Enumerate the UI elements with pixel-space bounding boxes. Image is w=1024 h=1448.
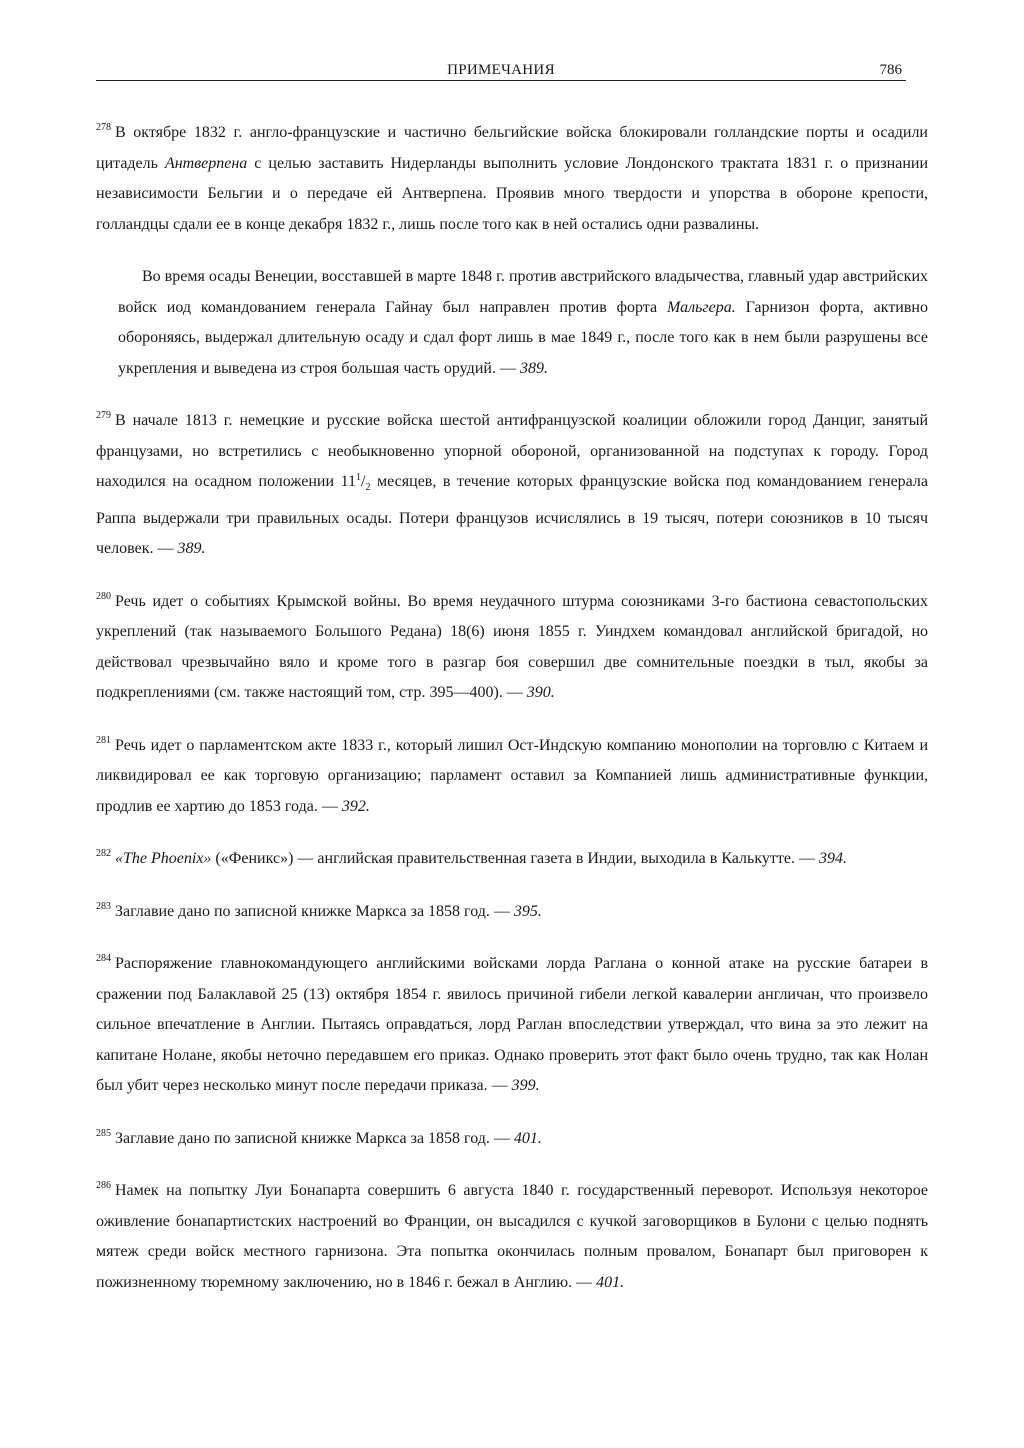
note-282 <box>96 844 928 875</box>
page-reference: 401. <box>596 1273 625 1291</box>
running-header <box>96 62 906 81</box>
note-283 <box>96 897 928 928</box>
note-text: Распоряжение главнокомандующего английскими войсками лорда Раглана о конной атаке на русские батареи в сражении под Балаклавой 25 (13) октября 1854 г. явилось причиной гибели легкой кавалерии англичан, что произвело сильное впечатление в Англии. Пытаясь оправдаться, лорд Раглан впоследствии утверждал, что вина за это лежит на капитане Нолане, якобы неточно передавшем его приказ. Однако проверить этот факт было очень трудно, так как Нолан был убит через несколько минут после передачи приказа. — <box>96 955 928 1095</box>
note-text: Заглавие дано по записной книжке Маркса за 1858 год. — <box>115 1129 514 1147</box>
note-286 <box>96 1176 928 1298</box>
page-reference: 401. <box>513 1129 542 1147</box>
note-text: Заглавие дано по записной книжке Маркса за 1858 год. — <box>115 902 514 920</box>
note-text: Гарнизон форта, активно обороняясь, выдержал длительную осаду и сдал форт лишь в мае 1849 г., после того как в нем были разрушены все укрепления и выведена из строя большая часть орудий. — <box>118 298 928 377</box>
note-text: месяцев, в течение которых французские войска под командованием генерала Раппа выдержали три правильных осады. Потери французов исчислялись в 19 тысяч, потери союзников в 10 тысяч человек. — <box>96 473 929 558</box>
note-number: 279 <box>96 410 111 421</box>
note-italic-term: «The Phoenix» <box>115 850 212 868</box>
note-text: Речь идет о событиях Крымской войны. Во время неудачного штурма союзниками 3-го бастиона севастопольских укреплений (так называемого Большого Редана) 18(6) июня 1855 г. Уиндхем командовал английской бригадой, но действовал чрезвычайно вяло и кроме того в разгар боя совершил две сомнительные поездки в тыл, якобы за подкреплениями (см. также настоящий том, стр. 395—400). — <box>96 592 928 702</box>
note-text: Во время осады Венеции, восставшей в марте 1848 г. против австрийского владычества, главный удар австрийских войск иод командованием генерала Гайнау был направлен против форта <box>118 268 928 316</box>
note-281 <box>96 731 928 823</box>
note-text: В начале 1813 г. немецкие и русские войска шестой антифранцузской коалиции обложили город Данциг, занятый французами, но встретились с необыкновенно упорной обороной, организованной на подступах к городу. Город находился на осадном положении 11 <box>96 412 928 490</box>
note-text: с целью заставить Нидерланды выполнить условие Лондонского трактата 1831 г. о признании независимости Бельгии и о передаче ей Антверпена. Проявив много твердости и упорства в обороне крепости, голландцы сдали ее в конце декабря 1832 г., лишь после того как в ней остались одни развалины. <box>96 154 929 233</box>
note-number: 284 <box>96 953 111 965</box>
note-number: 285 <box>96 1127 111 1139</box>
note-text: Речь идет о парламентском акте 1833 г., который лишил Ост-Индскую компанию монополии на торговлю с Китаем и ликвидировал ее как торговую организацию; парламент оставил за Компанией лишь административные функции, продлив ее хартию до 1853 года. — <box>96 736 928 815</box>
note-number: 286 <box>96 1180 111 1192</box>
note-text: («Феникс») — английская правительственная газета в Индии, выходила в Калькутте. — <box>211 850 819 868</box>
note-278-continuation <box>96 262 928 384</box>
page-reference: 395. <box>513 902 542 920</box>
page-number: 786 <box>879 62 902 78</box>
page-reference: 390. <box>526 684 555 702</box>
note-number: 278 <box>96 122 111 133</box>
note-278 <box>96 118 928 240</box>
note-text: В октябре 1832 г. англо-французские и частично бельгийские войска блокировали голландские порты и осадили цитадель <box>96 124 928 172</box>
page-reference: 394. <box>818 850 847 868</box>
page-reference: 392. <box>341 797 370 815</box>
note-number: 283 <box>96 900 111 912</box>
note-number: 282 <box>96 848 111 860</box>
note-number: 280 <box>96 590 111 602</box>
note-284 <box>96 949 928 1102</box>
note-285 <box>96 1124 928 1155</box>
note-text: Намек на попытку Луи Бонапарта совершить 6 августа 1840 г. государственный переворот. Используя некоторое оживление бонапартистских настроений во Франции, он высадился с кучкой заговорщиков в Булони с целью поднять мятеж среди войск местного гарнизона. Эта попытка окончилась полным провалом, Бонапарт был приговорен к пожизненному тюремному заключению, но в 1846 г. бежал в Англию. — <box>96 1182 928 1291</box>
header-title: ПРИМЕЧАНИЯ <box>447 62 555 78</box>
notes-list <box>96 118 928 1320</box>
note-number: 281 <box>96 734 111 746</box>
note-italic-term: Мальгера. <box>667 298 736 316</box>
fraction-numerator: 1 <box>356 472 362 483</box>
note-italic-term: Антверпена <box>164 154 248 172</box>
note-280 <box>96 587 928 709</box>
fraction-denominator: 2 <box>365 482 371 494</box>
page-reference: 389. <box>519 359 548 377</box>
page-reference: 399. <box>511 1077 540 1095</box>
page-reference: 389. <box>177 540 206 558</box>
note-279: $^{279}$ В начале 1813 г. немецкие и русские войска шестой антифранцузской коалиции обложили город Данциг, занятый французами, но встретились с необыкновенно упорной обороной, организованной на подступах к городу. Город находился на осадном положении $11^1/_2$ месяцев, в течение которых французские войска под командованием генерала Раппа выдержали три правильных осады. Потери французов исчислялись в 19 тысяч, потери союзников в 10 тысяч человек. — 389. <box>96 410 929 558</box>
